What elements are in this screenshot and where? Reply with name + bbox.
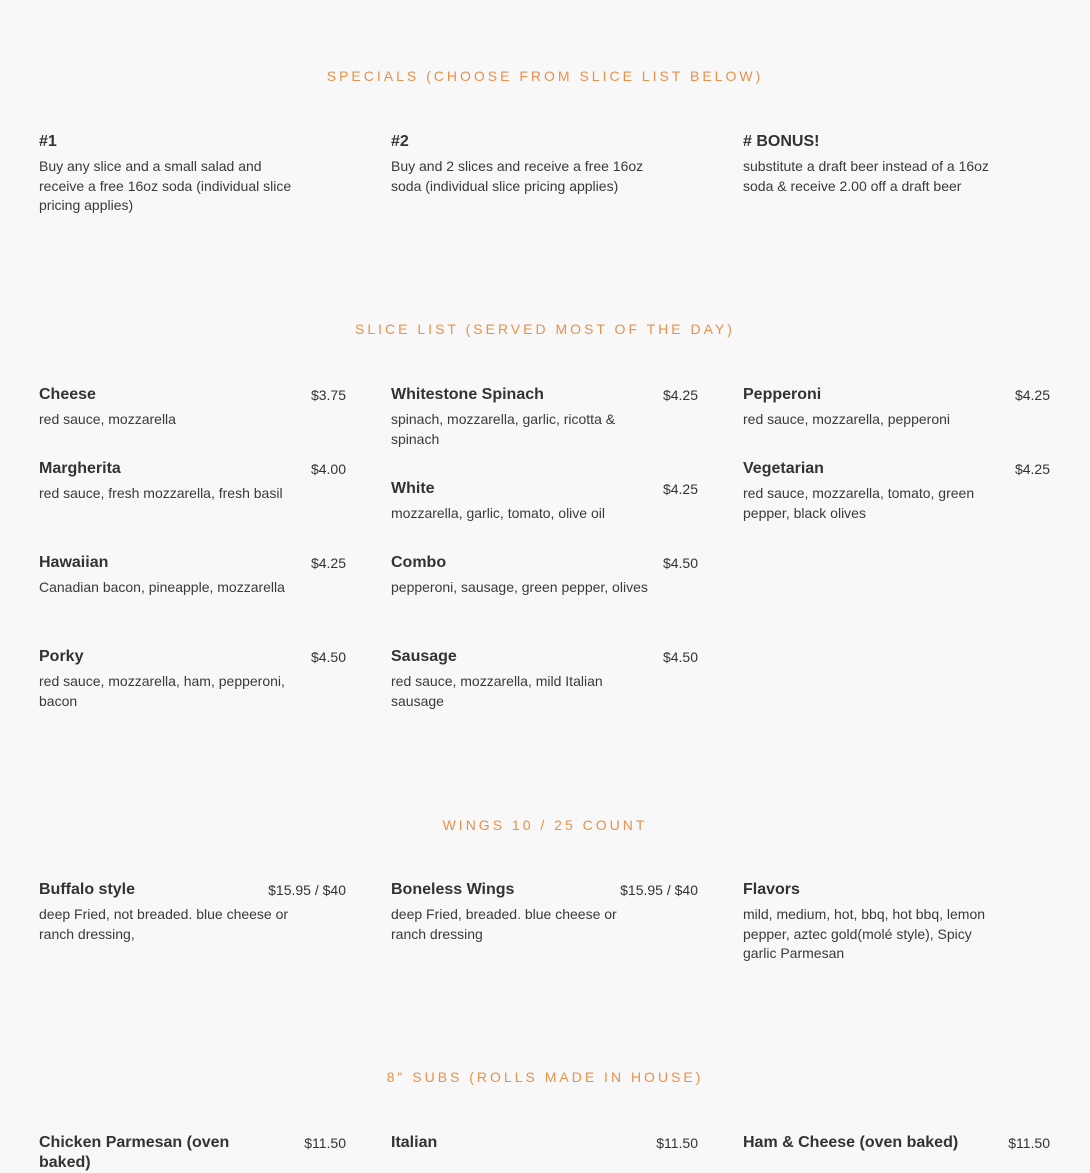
item-price: $4.00 [310, 461, 346, 477]
item-desc: red sauce, mozzarella [39, 411, 176, 427]
item-desc: deep Fried, not breaded. blue cheese or ranch dressing, [39, 906, 289, 942]
item-price: $4.25 [662, 481, 698, 497]
item-price: $4.50 [662, 555, 698, 571]
item-name: Whitestone Spinach [391, 386, 544, 403]
special-desc: Buy and 2 slices and receive a free 16oz soda (individual slice pricing applies) [391, 158, 644, 194]
item-desc: red sauce, mozzarella, mild Italian sausage [391, 673, 603, 709]
item-name: Combo [391, 554, 447, 571]
item-name: Vegetarian [743, 460, 824, 477]
menu-item [743, 459, 1050, 523]
special-name: #1 [39, 133, 57, 150]
menu-item [391, 385, 698, 449]
item-desc: mozzarella, garlic, tomato, olive oil [391, 505, 605, 521]
item-name: Porky [39, 648, 84, 665]
item-price: $11.50 [1008, 1135, 1050, 1151]
item-desc: red sauce, mozzarella, ham, pepperoni, bacon [39, 673, 285, 709]
item-price: $11.50 [304, 1135, 346, 1151]
item-desc: spinach, mozzarella, garlic, ricotta & spinach [391, 411, 616, 447]
item-name: Hawaiian [39, 554, 109, 571]
menu-item [39, 459, 346, 504]
menu-item [743, 1133, 1050, 1153]
item-price: $4.25 [662, 387, 698, 403]
item-price: $4.50 [310, 649, 346, 665]
item-desc: deep Fried, breaded. blue cheese or ranch dressing [391, 906, 617, 942]
item-price: $11.50 [656, 1135, 698, 1151]
menu-item [743, 880, 1050, 964]
item-desc: pepperoni, sausage, green pepper, olives [391, 579, 648, 595]
special-name: #2 [391, 133, 409, 150]
item-desc: red sauce, mozzarella, pepperoni [743, 411, 951, 427]
item-desc: red sauce, fresh mozzarella, fresh basil [39, 485, 283, 501]
menu-item [39, 553, 346, 598]
special-item-1 [39, 132, 346, 216]
menu-item [391, 647, 698, 711]
item-desc: Canadian bacon, pineapple, mozzarella [39, 579, 285, 595]
special-desc: Buy any slice and a small salad and receive a free 16oz soda (individual slice pricing applies) [39, 158, 292, 213]
item-name: Cheese [39, 386, 96, 403]
item-name: Sausage [391, 648, 457, 665]
special-name: # BONUS! [743, 133, 820, 150]
special-item-bonus [743, 132, 1050, 196]
special-desc: substitute a draft beer instead of a 16oz soda & receive 2.00 off a draft beer [743, 158, 989, 194]
item-desc: mild, medium, hot, bbq, hot bbq, lemon pepper, aztec gold(molé style), Spicy garlic Parmesan [743, 906, 986, 961]
menu-item [39, 647, 346, 711]
wings-section-title: WINGS 10 / 25 COUNT [442, 817, 648, 833]
item-desc: red sauce, mozzarella, tomato, green pepper, black olives [743, 485, 975, 521]
item-price: $15.95 / $40 [268, 882, 346, 898]
item-price: $4.25 [1014, 387, 1050, 403]
item-price: $15.95 / $40 [620, 882, 698, 898]
menu-item [39, 1133, 346, 1173]
menu-item [39, 880, 346, 944]
item-name: Pepperoni [743, 386, 822, 403]
menu-item [39, 385, 346, 430]
item-name: Boneless Wings [391, 881, 515, 898]
item-price: $4.50 [662, 649, 698, 665]
item-name: White [391, 480, 435, 497]
subs-section-title: 8" SUBS (ROLLS MADE IN HOUSE) [386, 1069, 704, 1085]
item-name: Italian [391, 1134, 438, 1151]
item-price: $4.25 [310, 555, 346, 571]
item-name: Margherita [39, 460, 121, 477]
menu-item [391, 880, 698, 944]
item-name: Buffalo style [39, 881, 136, 898]
item-price: $3.75 [310, 387, 346, 403]
slice-section-title: SLICE LIST (SERVED MOST OF THE DAY) [355, 321, 735, 337]
menu-item [391, 1133, 698, 1153]
item-price: $4.25 [1014, 461, 1050, 477]
item-name: Chicken Parmesan (oven baked) [39, 1134, 230, 1171]
menu-item [743, 385, 1050, 430]
specials-section-title: SPECIALS (CHOOSE FROM SLICE LIST BELOW) [326, 68, 764, 84]
special-item-2 [391, 132, 698, 196]
item-name: Flavors [743, 881, 800, 898]
item-name: Ham & Cheese (oven baked) [743, 1134, 959, 1151]
menu-item [391, 479, 698, 524]
menu-item [391, 553, 698, 598]
